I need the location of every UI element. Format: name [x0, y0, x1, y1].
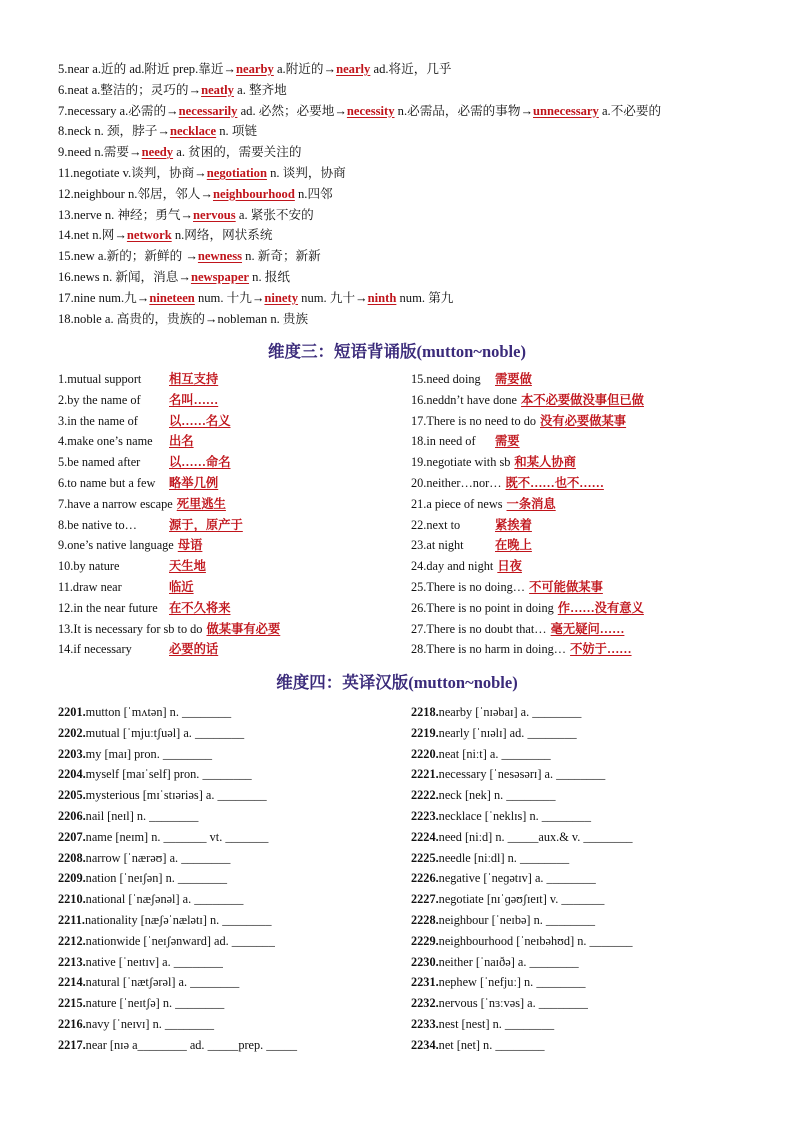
vocab-column-left [58, 702, 418, 1056]
derived-word: neatly [201, 82, 234, 97]
vocab-number: 2233. [411, 1016, 439, 1031]
vocab-entry: nationwide [ˈneɪʃənward] ad. _______ [85, 933, 275, 948]
vocab-entry: near [nɪə a________ ad. _____prep. _____ [85, 1037, 298, 1052]
vocab-entry: net [net] n. ________ [438, 1037, 545, 1052]
vocab-number: 2227. [411, 892, 439, 907]
vocab-number: 2225. [411, 850, 439, 865]
phrase-chinese: 日夜 [497, 559, 522, 574]
vocab-number: 2214. [58, 975, 86, 990]
phrase-row [411, 515, 791, 536]
vocab-entry: navy [ˈneɪvɪ] n. ________ [85, 1016, 215, 1031]
phrase-row [58, 535, 418, 556]
phrase-chinese: 不可能做某事 [529, 579, 603, 594]
phrase-row [58, 556, 418, 577]
phrase-english: 10.by nature [58, 559, 120, 574]
derivation-text: a. 贫困的，需要关注的 [173, 145, 302, 160]
derivation-line [58, 267, 778, 288]
vocab-row [58, 1035, 418, 1056]
vocab-row [58, 972, 418, 993]
phrase-chinese: 需要做 [495, 372, 532, 386]
derivation-text: 14.net n.网→ [58, 228, 127, 243]
phrase-english: 26.There is no point in doing [411, 600, 554, 615]
phrase-english: 22.next to [411, 517, 461, 532]
vocab-number: 2219. [411, 725, 439, 740]
vocab-number: 2232. [411, 996, 439, 1011]
phrase-row [58, 515, 418, 536]
vocab-row [58, 764, 418, 785]
vocab-number: 2226. [411, 871, 439, 886]
vocab-number: 2231. [411, 975, 439, 990]
vocab-number: 2221. [411, 767, 439, 782]
derived-word: nearby [236, 62, 274, 76]
phrase-chinese: 不妨于…… [570, 642, 632, 657]
vocab-entry: nephew [ˈnefjuː] n. ________ [438, 975, 586, 990]
vocab-number: 2206. [58, 808, 86, 823]
vocab-entry: negotiate [nɪˈɡəʊʃɪeɪt] v. _______ [438, 892, 605, 907]
derived-word: unnecessary [533, 103, 599, 118]
phrase-english: 23.at night [411, 538, 464, 553]
vocab-entry: necklace [ˈneklɪs] n. ________ [438, 808, 591, 823]
derivation-text: a.附近的→ [273, 62, 337, 76]
derived-word: nineteen [149, 290, 195, 305]
phrase-chinese: 毫无疑问…… [550, 621, 625, 636]
phrase-chinese: 本不必要做没事但已做 [520, 392, 644, 407]
vocab-entry: name [neɪm] n. _______ vt. _______ [85, 829, 269, 844]
vocab-number: 2209. [58, 871, 86, 886]
phrase-english: 2.by the name of [58, 392, 141, 407]
vocab-row [411, 889, 771, 910]
vocab-number: 2216. [58, 1016, 86, 1031]
phrase-english: 20.neither…nor… [411, 475, 502, 490]
vocab-entry: neck [nek] n. ________ [438, 788, 556, 803]
phrase-english: 13.It is necessary for sb to do [58, 621, 203, 636]
phrase-row [411, 390, 791, 411]
derivation-text: num. 第九 [396, 290, 454, 305]
phrase-row [411, 473, 791, 494]
phrase-english: 17.There is no need to do [411, 413, 536, 428]
vocab-entry: nationality [næʃəˈnælətɪ] n. ________ [85, 912, 272, 927]
vocab-number: 2234. [411, 1037, 439, 1052]
vocab-row [411, 806, 771, 827]
vocab-entry: native [ˈneɪtɪv] a. ________ [85, 954, 223, 969]
vocab-entry: neat [niːt] a. ________ [438, 746, 551, 761]
derivation-text: n. 报纸 [249, 269, 290, 284]
phrase-row [58, 369, 418, 390]
phrase-row [411, 619, 791, 640]
phrase-column-right [411, 369, 791, 660]
vocab-entry: mutual [ˈmjuːtʃuəl] a. ________ [85, 725, 245, 740]
vocab-number: 2218. [411, 705, 439, 719]
vocab-row [411, 744, 771, 765]
vocab-number: 2203. [58, 746, 86, 761]
phrase-column-left [58, 369, 418, 660]
vocab-number: 2229. [411, 933, 439, 948]
vocab-entry: neighbour [ˈneɪbə] n. ________ [438, 912, 596, 927]
phrase-english: 6.to name but a few [58, 475, 156, 490]
phrase-english: 5.be named after [58, 455, 141, 470]
vocab-entry: nearby [ˈnɪəbaɪ] a. ________ [438, 705, 582, 719]
vocab-row [58, 952, 418, 973]
vocab-column-right [411, 702, 771, 1056]
phrase-row [411, 556, 791, 577]
vocab-number: 2222. [411, 788, 439, 803]
vocab-row [58, 827, 418, 848]
section-heading-vocabulary [0, 669, 794, 693]
phrase-chinese: 出名 [169, 434, 194, 449]
phrase-chinese: 紧挨着 [495, 517, 532, 532]
vocab-entry: national [ˈnæʃənəl] a. ________ [85, 892, 244, 907]
vocab-row [58, 848, 418, 869]
derivation-text: n. 项链 [216, 124, 258, 139]
vocab-number: 2217. [58, 1037, 86, 1052]
vocab-entry: nearly [ˈnɪəlɪ] ad. ________ [438, 725, 577, 740]
vocab-row [411, 1035, 771, 1056]
vocab-entry: nature [ˈneɪtʃə] n. ________ [85, 996, 225, 1011]
derivation-text: n.网络，网状系统 [171, 228, 273, 243]
vocab-row [58, 993, 418, 1014]
derivation-text: ad.将近，几乎 [370, 62, 452, 76]
vocab-entry: natural [ˈnætʃərəl] a. ________ [85, 975, 240, 990]
derived-word: network [126, 228, 172, 243]
vocab-row [411, 827, 771, 848]
vocab-number: 2205. [58, 788, 86, 803]
vocab-row [58, 910, 418, 931]
derivation-text: 8.neck n. 颈，脖子→ [58, 124, 170, 139]
phrase-english: 3.in the name of [58, 413, 138, 428]
vocab-entry: nervous [ˈnɜːvəs] a. ________ [438, 996, 588, 1011]
vocab-number: 2213. [58, 954, 86, 969]
vocab-number: 2208. [58, 850, 86, 865]
derived-word: negotiation [206, 165, 267, 180]
derivation-text: 13.nerve n. 神经；勇气→ [58, 207, 194, 222]
vocab-row [58, 744, 418, 765]
phrase-row [411, 369, 791, 390]
derivation-text: num. 十九→ [194, 290, 265, 305]
phrase-chinese: 以……名义 [169, 413, 231, 428]
vocab-row [411, 993, 771, 1014]
vocab-row [58, 868, 418, 889]
phrase-chinese: 母语 [177, 538, 203, 553]
derived-word: ninth [367, 290, 397, 305]
vocab-row [411, 1014, 771, 1035]
derived-word: nervous [193, 207, 236, 222]
vocab-number: 2204. [58, 767, 86, 782]
phrase-row [58, 639, 418, 660]
vocab-number: 2228. [411, 912, 439, 927]
phrase-english: 14.if necessary [58, 642, 132, 657]
phrase-chinese: 和某人协商 [514, 455, 576, 470]
phrase-row [411, 598, 791, 619]
derivation-text: 9.need n.需要→ [58, 145, 142, 160]
phrase-row [411, 411, 791, 432]
phrase-chinese: 做某事有必要 [206, 621, 281, 636]
derivation-text: 15.new a.新的；新鲜的 → [58, 249, 198, 264]
derived-word: newspaper [190, 269, 250, 284]
phrase-english: 16.neddn’t have done [411, 392, 517, 407]
vocab-row [58, 931, 418, 952]
derived-word: necessity [346, 103, 395, 118]
vocab-entry: neighbourhood [ˈneɪbəhʊd] n. _______ [438, 933, 633, 948]
vocab-row [58, 723, 418, 744]
vocab-number: 2224. [411, 829, 439, 844]
vocab-number: 2210. [58, 892, 86, 907]
heading-vocabulary-range: (mutton~noble) [408, 673, 518, 692]
derived-word: necklace [169, 124, 217, 139]
vocab-entry: needle [niːdl] n. ________ [438, 850, 570, 865]
derived-word: necessarily [178, 103, 238, 118]
vocab-row [411, 764, 771, 785]
vocab-entry: necessary [ˈnesəsərɪ] a. ________ [438, 767, 606, 782]
derived-word: nearly [336, 62, 371, 76]
phrase-chinese: 临近 [169, 579, 194, 594]
vocab-number: 2202. [58, 725, 86, 740]
phrase-row [58, 390, 418, 411]
vocab-row [411, 868, 771, 889]
phrase-english: 4.make one’s name [58, 434, 153, 449]
phrase-row [58, 473, 418, 494]
phrase-english: 28.There is no harm in doing… [411, 642, 567, 657]
derivation-text: n. 新奇；新新 [242, 249, 321, 264]
derivation-text: num. 九十→ [298, 290, 368, 305]
phrase-chinese: 死里逃生 [176, 496, 226, 511]
derivation-text: 6.neat a.整洁的；灵巧的→ [58, 82, 202, 97]
derivation-text: a. 整齐地 [233, 82, 287, 97]
phrase-english: 8.be native to… [58, 517, 137, 532]
derivation-line [58, 101, 778, 122]
vocab-entry: negative [ˈneɡətɪv] a. ________ [438, 871, 596, 886]
derivation-text: 11.negotiate v.谈判，协商→ [58, 165, 207, 180]
derivation-text: 18.noble a. 高贵的，贵族的→nobleman n. 贵族 [58, 311, 309, 326]
phrase-row [411, 431, 791, 452]
phrase-chinese: 作……没有意义 [557, 600, 644, 615]
derivation-text: n.必需品，必需的事物→ [394, 103, 534, 118]
vocab-row [411, 848, 771, 869]
phrase-row [411, 577, 791, 598]
phrase-chinese: 一条消息 [506, 496, 556, 511]
phrase-row [411, 535, 791, 556]
derivation-text: a.不必要的 [598, 103, 662, 118]
vocab-entry: mutton [ˈmʌtən] n. ________ [85, 705, 232, 719]
heading-phrases-range: (mutton~noble) [416, 342, 526, 361]
vocab-number: 2215. [58, 996, 86, 1011]
phrase-english: 12.in the near future [58, 600, 158, 615]
phrase-chinese: 天生地 [169, 559, 206, 574]
phrase-row [58, 619, 418, 640]
derivation-line [58, 121, 778, 142]
phrase-english: 9.one’s native language [58, 538, 174, 553]
derivation-text: 12.neighbour n.邻居，邻人→ [58, 186, 213, 201]
derivation-text: 17.nine num.九→ [58, 290, 150, 305]
vocab-entry: need [niːd] n. _____aux.& v. ________ [438, 829, 633, 844]
vocab-row [411, 952, 771, 973]
phrase-chinese: 略举几例 [169, 475, 219, 490]
phrase-row [58, 431, 418, 452]
phrase-english: 27.There is no doubt that… [411, 621, 547, 636]
phrase-english: 24.day and night [411, 559, 494, 574]
phrase-row [411, 494, 791, 515]
derivation-line [58, 225, 778, 246]
derivation-line [58, 163, 778, 184]
derivation-list [58, 59, 778, 329]
vocab-number: 2230. [411, 954, 439, 969]
phrase-english: 1.mutual support [58, 372, 142, 386]
phrase-chinese: 以……命名 [169, 455, 231, 470]
phrase-row [58, 494, 418, 515]
heading-phrases-cn: 维度三：短语背诵版 [268, 342, 417, 361]
vocab-row [411, 931, 771, 952]
vocab-entry: nail [neɪl] n. ________ [85, 808, 199, 823]
derivation-line [58, 184, 778, 205]
phrase-row [58, 452, 418, 473]
derivation-text: n. 谈判，协商 [266, 165, 346, 180]
phrase-chinese: 在晚上 [495, 538, 532, 553]
vocab-entry: my [maɪ] pron. ________ [85, 746, 213, 761]
phrase-english: 18.in need of [411, 434, 476, 449]
section-heading-phrases [0, 338, 794, 362]
vocab-row [411, 702, 771, 723]
vocab-row [58, 785, 418, 806]
heading-vocabulary-cn: 维度四：英译汉版 [276, 673, 409, 692]
phrase-english: 19.negotiate with sb [411, 455, 511, 470]
vocab-row [58, 1014, 418, 1035]
derived-word: needy [141, 145, 174, 160]
vocab-number: 2220. [411, 746, 439, 761]
phrase-english: 11.draw near [58, 579, 122, 594]
derived-word: ninety [264, 290, 299, 305]
vocab-entry: nest [nest] n. ________ [438, 1016, 555, 1031]
derivation-text: 16.news n. 新闻，消息→ [58, 269, 191, 284]
vocab-entry: neither [ˈnaɪðə] a. ________ [438, 954, 579, 969]
phrase-english: 7.have a narrow escape [58, 496, 173, 511]
derived-word: neighbourhood [212, 186, 295, 201]
vocab-number: 2201. [58, 705, 86, 719]
vocab-number: 2207. [58, 829, 86, 844]
derivation-line [58, 309, 778, 330]
phrase-chinese: 相互支持 [169, 372, 219, 386]
derivation-line [58, 142, 778, 163]
derivation-line [58, 59, 778, 80]
derivation-text: 5.near a.近的 ad.附近 prep.靠近→ [58, 62, 237, 76]
derivation-text: 7.necessary a.必需的→ [58, 103, 179, 118]
derivation-text: ad. 必然；必要地→ [237, 103, 347, 118]
vocab-row [58, 702, 418, 723]
phrase-english: 25.There is no doing… [411, 579, 526, 594]
vocab-row [411, 972, 771, 993]
derived-word: newness [197, 249, 243, 264]
phrase-row [411, 452, 791, 473]
derivation-text: a. 紧张不安的 [235, 207, 314, 222]
phrase-row [58, 577, 418, 598]
phrase-chinese: 需要 [495, 434, 520, 449]
vocab-row [58, 889, 418, 910]
phrase-english: 21.a piece of news [411, 496, 503, 511]
phrase-row [58, 411, 418, 432]
vocab-number: 2223. [411, 808, 439, 823]
phrase-chinese: 源于，原产于 [169, 517, 243, 532]
vocab-row [411, 785, 771, 806]
phrase-chinese: 既不……也不…… [505, 475, 604, 490]
derivation-line [58, 80, 778, 101]
vocab-entry: myself [maɪˈself] pron. ________ [85, 767, 252, 782]
vocab-number: 2211. [58, 912, 85, 927]
vocab-row [411, 723, 771, 744]
vocab-entry: nation [ˈneɪʃən] n. ________ [85, 871, 228, 886]
vocab-row [58, 806, 418, 827]
vocab-row [411, 910, 771, 931]
phrase-row [58, 598, 418, 619]
phrase-english: 15.need doing [411, 372, 481, 386]
vocab-number: 2212. [58, 933, 86, 948]
phrase-chinese: 没有必要做某事 [540, 413, 627, 428]
phrase-chinese: 在不久将来 [169, 600, 231, 615]
vocab-entry: mysterious [mɪˈstɪəriəs] a. ________ [85, 788, 267, 803]
phrase-chinese: 必要的话 [169, 642, 219, 657]
vocab-entry: narrow [ˈnærəʊ] a. ________ [85, 850, 231, 865]
phrase-chinese: 名叫…… [169, 392, 219, 407]
derivation-text: n.四邻 [294, 186, 333, 201]
derivation-line [58, 288, 778, 309]
derivation-line [58, 246, 778, 267]
phrase-row [411, 639, 791, 660]
derivation-line [58, 205, 778, 226]
